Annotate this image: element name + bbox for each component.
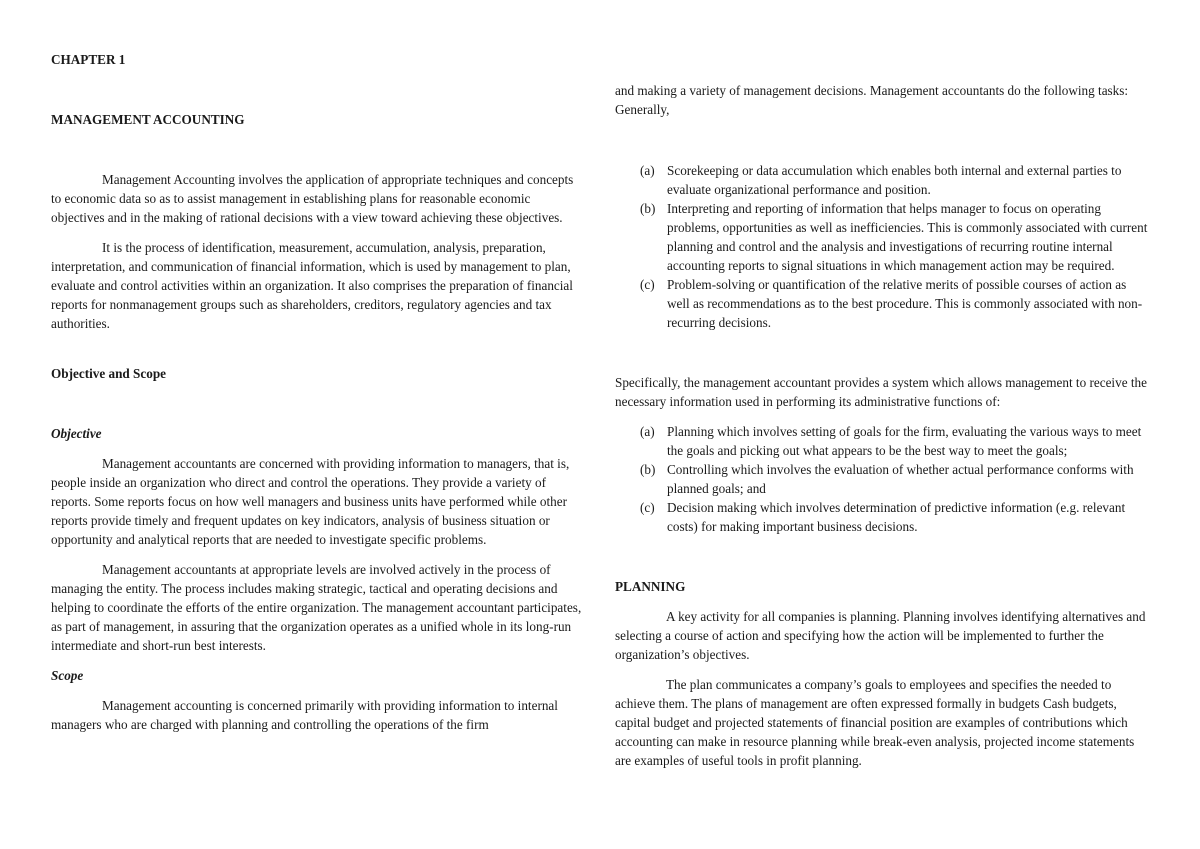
list-marker: (a) [640,424,655,439]
chapter-title: MANAGEMENT ACCOUNTING [51,112,245,127]
objective-paragraph-1: Management accountants are concerned with providing information to managers, that is, people inside an organization who direct and control the operations. They provide a variety of reports. Some reports focus on how well managers and business units have performed while other reports provide timely and frequent updates on key indicators, analysis of business situation or opportunity and analytical reports that are needed to investigate specific problems. [51,456,570,547]
list-item-text: Interpreting and reporting of information that helps manager to focus on operating problems, opportunities as well as inefficiencies. This is commonly associated with current planning and control and the analysis and investigations of recurring routine internal accounting reports to signal situations in which management action may be required. [667,201,1148,273]
scope-paragraph: Management accounting is concerned primarily with providing information to internal managers who are charged with planning and controlling the operations of the firm [51,698,558,732]
list-item [615,275,1151,332]
list-item [615,161,1151,199]
list-marker: (c) [640,277,655,292]
objective-heading: Objective [51,426,102,441]
list-item-text: Problem-solving or quantification of the relative merits of possible courses of action as well as recommendations as to the best procedure. This is commonly associated with non-recurring decisions. [667,277,1143,330]
intro-paragraph-2: It is the process of identification, measurement, accumulation, analysis, preparation, interpretation, and communication of financial information, which is used by management to plan, evaluate and control activities within an organization. It also comprises the preparation of financial reports for nonmanagement groups such as shareholders, creditors, regulatory agencies and tax authorities. [51,240,573,331]
chapter-label: CHAPTER 1 [51,52,126,67]
functions-list [615,422,1151,536]
list-item-text: Planning which involves setting of goals for the firm, evaluating the various ways to meet the goals and picking out what appears to be the best way to meet the goals; [667,424,1142,458]
intro-paragraph-1: Management Accounting involves the application of appropriate techniques and concepts to economic data so as to assist management in establishing plans for reasonable economic objectives and in the making of rational decisions with a view toward achieving these objectives. [51,172,574,225]
left-column [51,50,583,734]
list-item-text: Decision making which involves determination of predictive information (e.g. relevant costs) for making important business decisions. [667,500,1126,534]
scope-heading: Scope [51,668,84,683]
list-item [615,460,1151,498]
list-marker: (b) [640,462,656,477]
planning-paragraph-2: The plan communicates a company’s goals to employees and specifies the needed to achieve them. The plans of management are often expressed formally in budgets Cash budgets, capital budget and projected statements of financial position are examples of contributions which accounting can make in resource planning while break-even analysis, projected income statements are examples of useful tools in profit planning. [615,677,1135,768]
planning-paragraph-1: A key activity for all companies is planning. Planning involves identifying alternatives and selecting a course of action and specifying how the action will be implemented to further the organization’s objectives. [615,609,1146,662]
list-item [615,498,1151,536]
right-column [615,81,1151,770]
list-marker: (a) [640,163,655,178]
list-item [615,199,1151,275]
list-item [615,422,1151,460]
section-heading-objective-scope: Objective and Scope [51,366,167,381]
list-item-text: Scorekeeping or data accumulation which enables both internal and external parties to evaluate organizational performance and position. [667,163,1122,197]
list-marker: (b) [640,201,656,216]
tasks-list [615,161,1151,332]
list-item-text: Controlling which involves the evaluation of whether actual performance conforms with planned goals; and [667,462,1134,496]
continuation-paragraph: and making a variety of management decisions. Management accountants do the following tasks: Generally, [615,83,1129,117]
objective-paragraph-2: Management accountants at appropriate levels are involved actively in the process of managing the entity. The process includes making strategic, tactical and operating decisions and helping to coordinate the efforts of the entire organization. The management accountant participates, as part of management, in assuring that the organization operates as a unified whole in its long-run intermediate and short-run best interests. [51,562,582,653]
specifically-paragraph: Specifically, the management accountant provides a system which allows management to receive the necessary information used in performing its administrative functions of: [615,375,1147,409]
planning-heading: PLANNING [615,579,686,594]
list-marker: (c) [640,500,655,515]
